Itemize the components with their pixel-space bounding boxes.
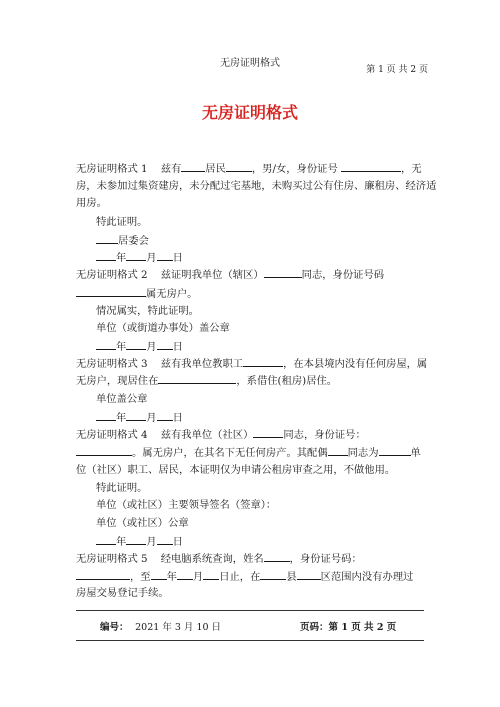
document-title: 无房证明格式 — [201, 103, 298, 122]
footer-rule-bottom — [76, 640, 424, 641]
format1-certify: 特此证明。 — [96, 216, 148, 228]
running-header-title: 无房证明格式 — [220, 58, 280, 69]
footer-code: 编号： 2021 年 3 月 10 日 — [100, 622, 222, 633]
format5-line3: 房屋交易登记手续。 — [76, 587, 169, 599]
format2-date: 年 月 日 — [96, 339, 452, 354]
format3-org: 单位盖公章 — [96, 393, 148, 405]
format4-date: 年 月 日 — [96, 534, 452, 549]
format4-line3: 位（社区）职工、居民，本证明仅为申请公租房审查之用，不做他用。 — [76, 464, 396, 476]
format3-line1: 无房证明格式 3 兹有我单位教职工 ，在本县境内没有任何房屋，属 — [76, 358, 428, 370]
footer-rule-top — [76, 610, 424, 611]
format1-line3: 用房。 — [76, 197, 107, 209]
format4-sign: 单位（或社区）主要领导签名（签章）： — [96, 499, 277, 511]
format1-line1: 无房证明格式 1 兹有 居民 ，男/女，身份证号 ，无 — [76, 163, 422, 175]
footer-page: 页码：第 1 页 共 2 页 — [300, 622, 397, 633]
format1-date: 年 月 日 — [96, 250, 452, 265]
format2-line2: 属无房户。 — [76, 286, 432, 301]
format5-line2: ，至 年 月 日止，在 县 区范围内没有办理过 — [76, 569, 432, 584]
format1-line2: 房，未参加过集资建房，未分配过宅基地，未购买过公有住房、廉租房、经济适 — [76, 180, 437, 192]
format1-org: 居委会 — [96, 233, 452, 248]
format5-line1: 无房证明格式 5 经电脑系统查询，姓名 ，身份证号码： — [76, 553, 362, 565]
format3-date: 年 月 日 — [96, 410, 452, 425]
format2-org: 单位（或街道办事处）盖公章 — [96, 322, 230, 334]
running-header-page-info: 第 1 页 共 2 页 — [366, 65, 428, 75]
format4-org: 单位（或社区）公章 — [96, 517, 189, 529]
format4-line1: 无房证明格式 4 兹有我单位（社区） 同志，身份证号： — [76, 429, 366, 441]
format2-certify: 情况属实，特此证明。 — [96, 305, 199, 317]
format3-line2: 无房户，现居住在 ，系借住(租房)居住。 — [76, 375, 338, 387]
format4-certify: 特此证明。 — [96, 482, 148, 494]
format4-line2: 。属无房户，在其名下无任何房产。其配偶 同志为 单 — [76, 445, 432, 460]
format2-line1: 无房证明格式 2 兹证明我单位（辖区） 同志，身份证号码 — [76, 269, 385, 281]
